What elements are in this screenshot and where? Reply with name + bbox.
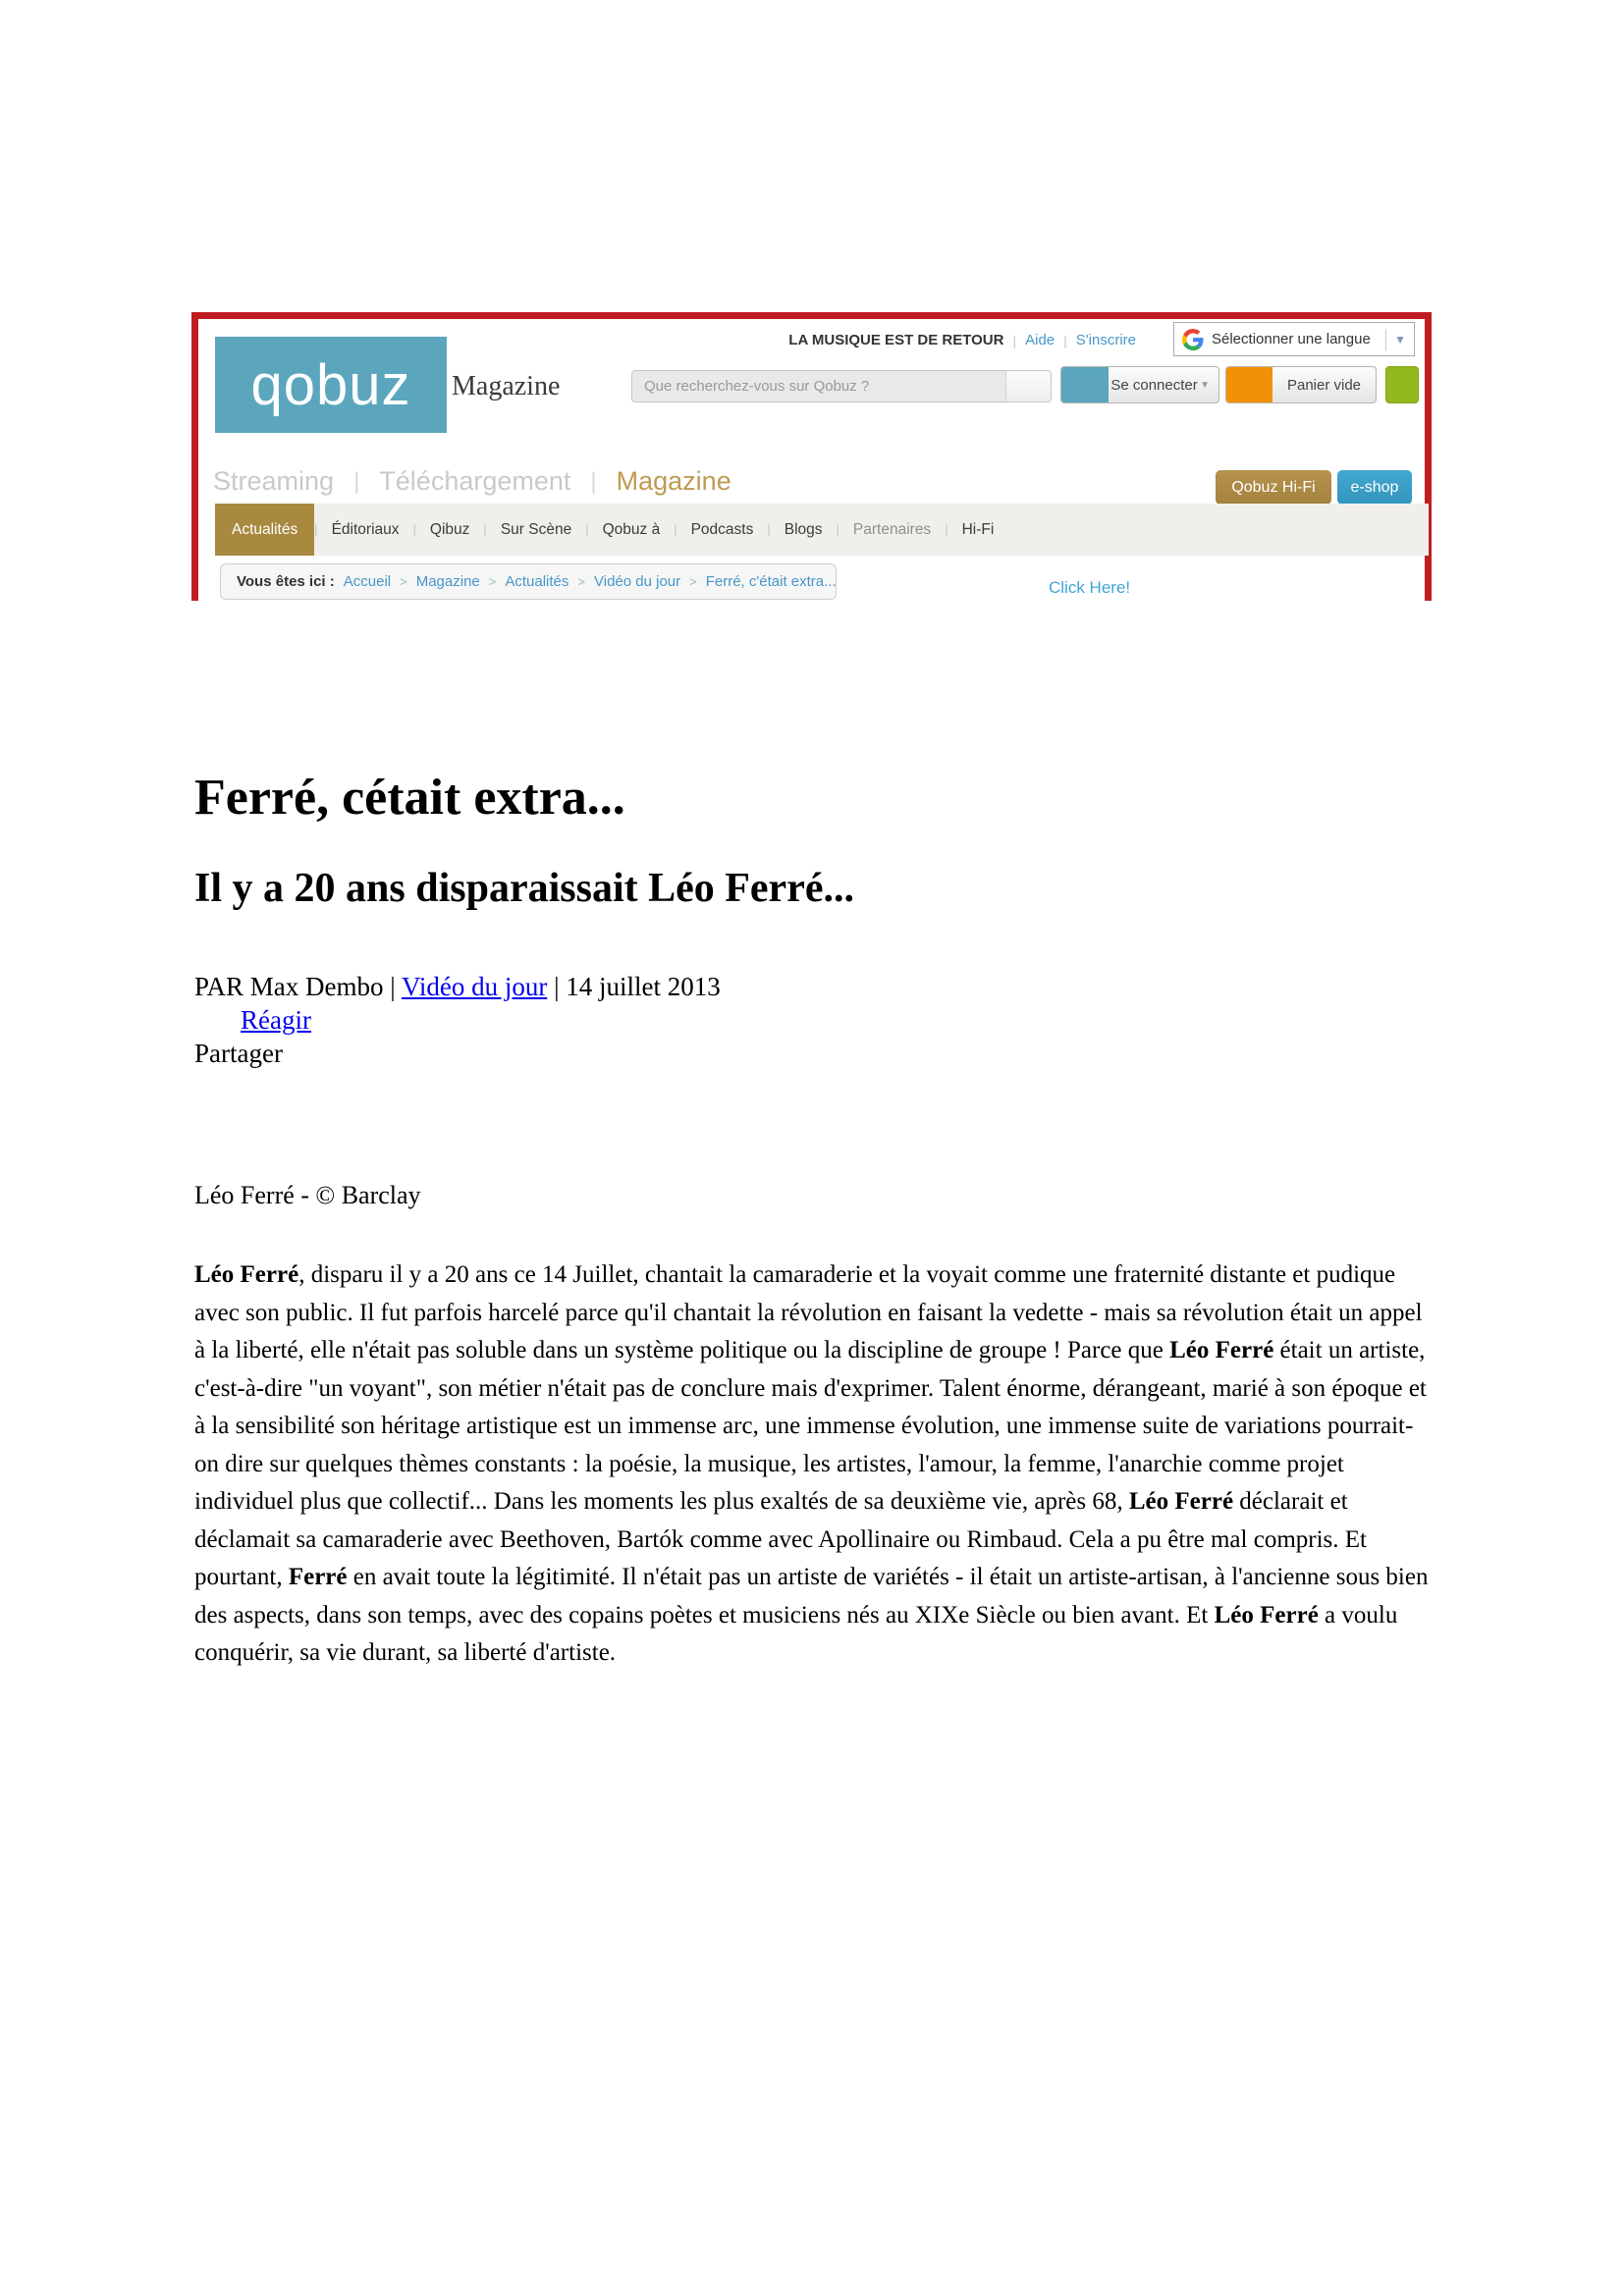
subnav-item-partenaires[interactable]: Partenaires bbox=[852, 520, 932, 538]
separator: | bbox=[390, 972, 396, 1001]
photo-caption: Léo Ferré - © Barclay bbox=[194, 1181, 421, 1209]
breadcrumb-video-du-jour[interactable]: Vidéo du jour bbox=[594, 573, 681, 590]
eshop-button[interactable]: e-shop bbox=[1337, 470, 1412, 505]
cart-color-swatch bbox=[1226, 367, 1272, 402]
google-logo-icon bbox=[1182, 329, 1204, 350]
category-link[interactable]: Vidéo du jour bbox=[401, 972, 548, 1001]
separator: > bbox=[488, 574, 497, 589]
separator: | bbox=[590, 467, 597, 495]
connect-color-swatch bbox=[1061, 367, 1109, 402]
separator: | bbox=[412, 522, 416, 537]
separator: | bbox=[674, 522, 677, 537]
separator: | bbox=[836, 522, 839, 537]
breadcrumb bbox=[220, 563, 837, 600]
se-connecter-button[interactable] bbox=[1060, 366, 1219, 403]
subnav-item-qibuz[interactable]: Qibuz bbox=[429, 520, 470, 538]
byline-date: 14 juillet 2013 bbox=[566, 972, 721, 1001]
main-nav bbox=[213, 466, 731, 497]
separator: | bbox=[314, 522, 318, 537]
article-subtitle: Il y a 20 ans disparaissait Léo Ferré... bbox=[194, 866, 854, 911]
search-submit-button[interactable] bbox=[1005, 371, 1051, 401]
green-action-button[interactable] bbox=[1385, 366, 1419, 403]
nav-item-magazine[interactable]: Magazine bbox=[616, 466, 731, 496]
sinscrire-link[interactable]: S'inscrire bbox=[1075, 332, 1136, 348]
chevron-down-icon[interactable]: ▼ bbox=[1394, 332, 1406, 347]
subnav-bar bbox=[215, 504, 1429, 556]
breadcrumb-actualites[interactable]: Actualités bbox=[505, 573, 569, 590]
subnav-item-sur-scene[interactable]: Sur Scène bbox=[500, 520, 572, 538]
aide-link[interactable]: Aide bbox=[1025, 332, 1056, 348]
top-links-row bbox=[788, 332, 1136, 348]
language-selector[interactable] bbox=[1173, 322, 1415, 356]
subnav-item-hifi[interactable]: Hi-Fi bbox=[961, 520, 995, 538]
site-header bbox=[191, 312, 1432, 601]
se-connecter-label: Se connecter bbox=[1110, 376, 1198, 394]
separator: > bbox=[577, 574, 585, 589]
breadcrumb-prefix: Vous êtes ici : bbox=[237, 573, 335, 590]
breadcrumb-current-page[interactable]: Ferré, c'était extra... bbox=[705, 573, 837, 590]
partager-label[interactable]: Partager bbox=[194, 1039, 283, 1068]
article-body: Léo Ferré, disparu il y a 20 ans ce 14 Juillet, chantait la camaraderie et la voyait comme une fraternité distante et pudique avec son public. Il fut parfois harcelé parce qu'il chantait la révolution en faisant la vedette - mais sa révolution était un appel à la liberté, elle n'était pas soluble dans un système politique ou la discipline de groupe ! Parce que Léo Ferré était un artiste, c'est-à-dire "un voyant", son métier n'était pas de conclure mais d'exprimer. Talent énorme, dérangeant, marié à son époque et à la sensibilité son héritage artistique est un immense arc, une immense évolution, une immense suite de variations pourrait-on dire sur quelques thèmes constants : la poésie, la musique, les artistes, l'amour, la femme, l'anarchie comme projet individuel plus que collectif... Dans les moments les plus exaltés de sa deuxième vie, après 68, Léo Ferré déclarait et déclamait sa camaraderie avec Beethoven, Bartók comme avec Apollinaire ou Rimbaud. Cela a pu être mal compris. Et pourtant, Ferré en avait toute la légitimité. Il n'était pas un artiste de variétés - il était un artiste-artisan, à l'ancienne sous bien des aspects, dans son temps, avec des copains poètes et musiciens nés au XIXe Siècle ou bien avant. Et Léo Ferré a voulu conquérir, sa vie durant, sa liberté d'artiste. bbox=[194, 1261, 1429, 1666]
separator: > bbox=[400, 574, 407, 589]
article-byline bbox=[194, 974, 721, 1000]
search-input[interactable] bbox=[632, 371, 1005, 401]
separator: | bbox=[945, 522, 948, 537]
subnav-item-qobuz-a[interactable]: Qobuz à bbox=[602, 520, 661, 538]
subnav-item-editoriaux[interactable]: Éditoriaux bbox=[331, 520, 400, 538]
panier-label: Panier vide bbox=[1286, 376, 1362, 394]
subnav-item-blogs[interactable]: Blogs bbox=[784, 520, 823, 538]
separator: | bbox=[554, 972, 560, 1001]
separator: | bbox=[1063, 332, 1067, 348]
language-selector-label: Sélectionner une langue bbox=[1212, 331, 1371, 347]
chevron-down-icon: ▼ bbox=[1200, 379, 1210, 391]
separator: | bbox=[767, 522, 771, 537]
breadcrumb-magazine[interactable]: Magazine bbox=[415, 573, 480, 590]
subnav-item-podcasts[interactable]: Podcasts bbox=[690, 520, 754, 538]
separator bbox=[1385, 329, 1386, 350]
qobuz-hifi-button[interactable]: Qobuz Hi-Fi bbox=[1216, 470, 1331, 505]
panier-button[interactable] bbox=[1225, 366, 1377, 403]
nav-item-streaming[interactable]: Streaming bbox=[213, 466, 335, 496]
separator: | bbox=[585, 522, 589, 537]
magazine-section-label: Magazine bbox=[452, 371, 561, 401]
subnav-item-actualites[interactable]: Actualités bbox=[215, 504, 314, 556]
qobuz-logo[interactable]: qobuz bbox=[215, 337, 447, 433]
separator: | bbox=[353, 467, 360, 495]
separator: | bbox=[483, 522, 487, 537]
tagline: LA MUSIQUE EST DE RETOUR bbox=[788, 332, 1004, 348]
click-here-link[interactable]: Click Here! bbox=[1049, 578, 1131, 597]
separator: > bbox=[689, 574, 697, 589]
reagir-link[interactable]: Réagir bbox=[241, 1005, 311, 1035]
nav-item-telechargement[interactable]: Téléchargement bbox=[379, 466, 571, 496]
article-title: Ferré, cétait extra... bbox=[194, 770, 625, 826]
separator: | bbox=[1012, 332, 1017, 348]
byline-author: PAR Max Dembo bbox=[194, 972, 384, 1001]
breadcrumb-accueil[interactable]: Accueil bbox=[343, 573, 392, 590]
search-bar bbox=[631, 370, 1052, 402]
